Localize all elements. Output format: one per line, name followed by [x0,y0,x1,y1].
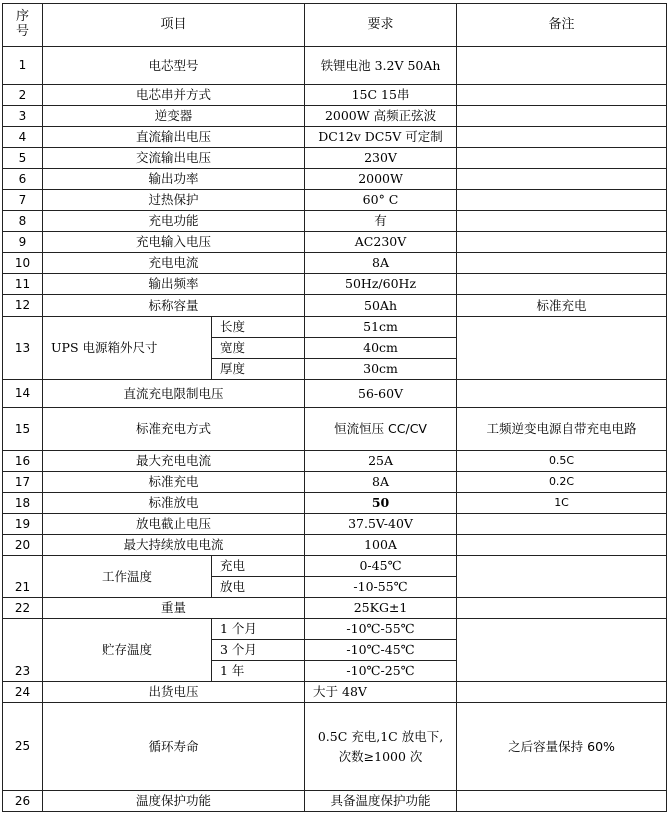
requirement-cell: 51cm [305,317,457,338]
note-cell [457,253,667,274]
requirement-cell: DC12v DC5V 可定制 [305,127,457,148]
requirement-cell: 50Ah [305,295,457,317]
note-cell [457,514,667,535]
row-number: 10 [3,253,43,274]
row-number: 3 [3,106,43,127]
table-row [3,493,667,514]
table-row [3,598,667,619]
note-cell: 1C [457,493,667,514]
item-cell: 电芯型号 [43,47,305,85]
note-cell [457,127,667,148]
requirement-cell: 8A [305,253,457,274]
table-row [3,295,667,317]
sub-item-cell: 宽度 [212,338,305,359]
sub-item-cell: 1 年 [212,661,305,682]
item-cell: 循环寿命 [43,703,305,791]
row-number: 16 [3,451,43,472]
item-cell: 电芯串并方式 [43,85,305,106]
note-cell [457,169,667,190]
requirement-cell: -10-55℃ [305,577,457,598]
item-cell: 充电功能 [43,211,305,232]
requirement-cell: 25KG±1 [305,598,457,619]
table-header-row [3,4,667,47]
item-cell: 出货电压 [43,682,305,703]
requirement-cell: 15C 15串 [305,85,457,106]
table-row [3,535,667,556]
note-cell [457,211,667,232]
requirement-cell: 56-60V [305,380,457,408]
requirement-cell: 2000W 高频正弦波 [305,106,457,127]
requirement-line-2: 次数≥1000 次 [338,748,423,764]
header-requirement: 要求 [305,4,457,47]
row-number: 20 [3,535,43,556]
item-cell: 标称容量 [43,295,305,317]
table-row [3,47,667,85]
requirement-cell: 100A [305,535,457,556]
item-cell: 直流输出电压 [43,127,305,148]
requirement-cell: 37.5V-40V [305,514,457,535]
table-row [3,274,667,295]
note-cell [457,106,667,127]
requirement-cell: -10℃-55℃ [305,619,457,640]
requirement-cell [305,703,457,791]
note-cell [457,274,667,295]
requirement-cell: -10℃-25℃ [305,661,457,682]
table-row [3,380,667,408]
table-row [3,451,667,472]
spec-table [2,3,667,812]
item-cell: 标准放电 [43,493,305,514]
requirement-cell: 50 [305,493,457,514]
requirement-cell: 铁锂电池 3.2V 50Ah [305,47,457,85]
row-number: 7 [3,190,43,211]
sub-item-cell: 长度 [212,317,305,338]
row-number: 8 [3,211,43,232]
spec-table-wrapper [2,3,667,812]
table-row [3,703,667,791]
item-cell: 贮存温度 [43,619,212,682]
table-row [3,106,667,127]
note-cell [457,682,667,703]
table-row [3,556,667,577]
note-cell [457,619,667,682]
note-cell: 标准充电 [457,295,667,317]
note-cell [457,190,667,211]
header-no: 序 号 [3,4,43,47]
item-cell: 充电电流 [43,253,305,274]
table-row [3,253,667,274]
item-cell: 输出功率 [43,169,305,190]
requirement-cell: 40cm [305,338,457,359]
table-row [3,148,667,169]
row-number: 13 [3,317,43,380]
row-number: 22 [3,598,43,619]
note-cell: 工频逆变电源自带充电电路 [457,408,667,451]
row-number: 19 [3,514,43,535]
table-row [3,791,667,812]
requirement-cell: 8A [305,472,457,493]
table-row [3,682,667,703]
item-cell: 工作温度 [43,556,212,598]
row-number: 17 [3,472,43,493]
item-cell: 交流输出电压 [43,148,305,169]
requirement-cell: 0-45℃ [305,556,457,577]
requirement-cell: 有 [305,211,457,232]
header-note: 备注 [457,4,667,47]
table-row [3,127,667,148]
item-cell: 逆变器 [43,106,305,127]
requirement-cell: AC230V [305,232,457,253]
item-cell: 温度保护功能 [43,791,305,812]
row-number: 9 [3,232,43,253]
note-cell [457,85,667,106]
item-cell: 标准充电方式 [43,408,305,451]
note-cell [457,47,667,85]
sub-item-cell: 3 个月 [212,640,305,661]
row-number: 4 [3,127,43,148]
table-row [3,619,667,640]
sub-item-cell: 1 个月 [212,619,305,640]
note-cell [457,556,667,598]
item-cell: 重量 [43,598,305,619]
row-number: 12 [3,295,43,317]
sub-item-cell: 厚度 [212,359,305,380]
row-number: 2 [3,85,43,106]
note-cell: 之后容量保持 60% [457,703,667,791]
sub-item-cell: 放电 [212,577,305,598]
note-cell: 0.5C [457,451,667,472]
table-row [3,190,667,211]
table-row [3,317,667,338]
note-cell [457,232,667,253]
item-cell: 过热保护 [43,190,305,211]
item-cell: 标准充电 [43,472,305,493]
table-row [3,85,667,106]
note-cell [457,148,667,169]
header-item: 项目 [43,4,305,47]
item-cell: 直流充电限制电压 [43,380,305,408]
note-cell [457,380,667,408]
row-number: 18 [3,493,43,514]
requirement-cell: 具备温度保护功能 [305,791,457,812]
table-row [3,514,667,535]
row-number: 1 [3,47,43,85]
table-row [3,169,667,190]
requirement-cell: 2000W [305,169,457,190]
requirement-cell: 30cm [305,359,457,380]
requirement-cell: 25A [305,451,457,472]
table-row [3,211,667,232]
requirement-cell: 60° C [305,190,457,211]
row-number: 11 [3,274,43,295]
note-cell [457,598,667,619]
requirement-line-1: 0.5C 充电,1C 放电下, [317,728,444,744]
table-row [3,232,667,253]
row-number: 24 [3,682,43,703]
requirement-cell: 大于 48V [305,682,457,703]
item-cell: UPS 电源箱外尺寸 [43,317,212,380]
item-cell: 最大持续放电电流 [43,535,305,556]
note-cell [457,535,667,556]
note-cell [457,791,667,812]
row-number: 6 [3,169,43,190]
row-number: 5 [3,148,43,169]
table-row [3,472,667,493]
table-row [3,408,667,451]
row-number: 21 [3,556,43,598]
item-cell: 最大充电电流 [43,451,305,472]
row-number: 15 [3,408,43,451]
note-cell: 0.2C [457,472,667,493]
row-number: 23 [3,619,43,682]
requirement-cell: 230V [305,148,457,169]
requirement-cell: 50Hz/60Hz [305,274,457,295]
item-cell: 充电输入电压 [43,232,305,253]
item-cell: 放电截止电压 [43,514,305,535]
sub-item-cell: 充电 [212,556,305,577]
requirement-cell: 恒流恒压 CC/CV [305,408,457,451]
note-cell [457,317,667,380]
row-number: 25 [3,703,43,791]
item-cell: 输出频率 [43,274,305,295]
requirement-cell: -10℃-45℃ [305,640,457,661]
row-number: 26 [3,791,43,812]
row-number: 14 [3,380,43,408]
